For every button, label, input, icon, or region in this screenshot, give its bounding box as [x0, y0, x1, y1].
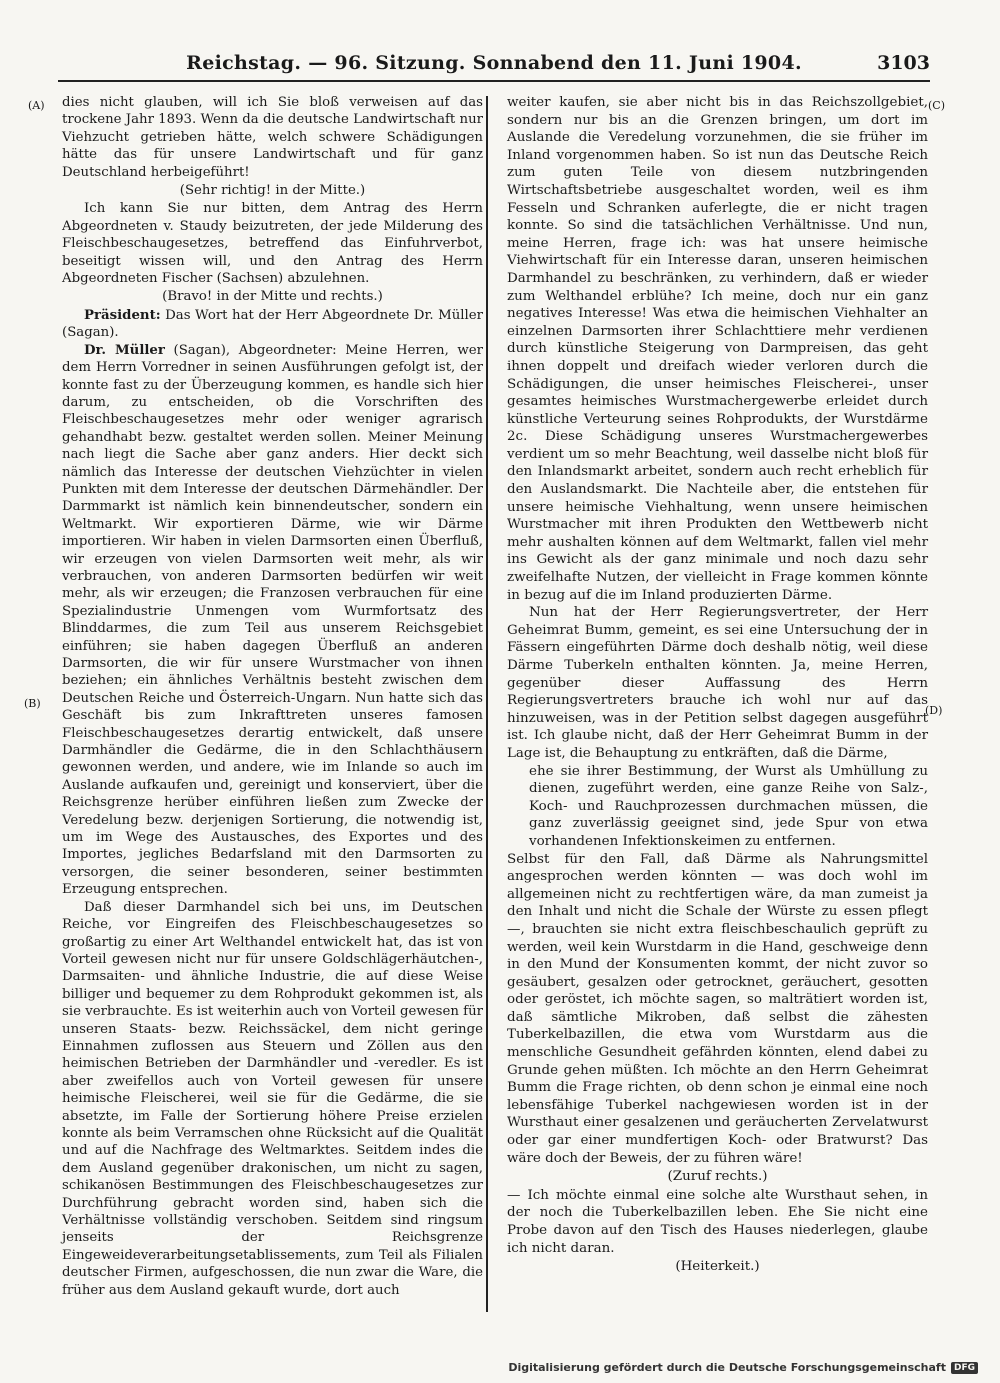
paragraph: Nun hat der Herr Regierungsvertreter, der Herr Geheimrat Bumm, gemeint, es sei eine Untersuchung der in Fässern eingeführten Därme doch deshalb nötig, weil diese Därme Tuberkeln enthalten könnten. Ja, meine Herren, gegenüber dieser Auffassung des Herrn Regierungsvertreters brauche ich wohl nur auf das hinzuweisen, was in der Petition selbst dagegen ausgeführt ist. Ich glaube nicht, daß der Herr Geheimrat Bumm in der Lage ist, die Behauptung zu entkräften, daß die Därme, [507, 605, 928, 761]
left-column [62, 94, 483, 1299]
stage-direction: (Heiterkeit.) [675, 1259, 760, 1275]
page-number: 3103 [877, 52, 930, 74]
paragraph: Ich kann Sie nur bitten, dem Antrag des Herrn Abgeordneten v. Staudy beizutreten, der jede Milderung des Fleischbeschaugesetzes, betreffend das Einfuhrverbot, beseitigt wissen will, und den Antrag des Herrn Abgeordneten Fischer (Sachsen) abzulehnen. [62, 201, 483, 287]
paragraph: Daß dieser Darmhandel sich bei uns, im Deutschen Reiche, vor Eingreifen des Fleischbeschaugesetzes so großartig zu einer Art Welthandel entwickelt hat, das ist von Vorteil gewesen nicht nur für unsere Goldschlägerhäutchen-, Darmsaiten- und ähnliche Industrie, die auf diese Weise billiger und bequemer zu dem Rohprodukt gekommen ist, als sie verbrauchte. Es ist weiterhin auch von Vorteil gewesen für unseren Staats- bezw. Reichssäckel, dem nicht geringe Einnahmen zuflossen aus Steuern und Zöllen aus den heimischen Betrieben der Darmhändler und -veredler. Es ist aber zweifellos auch von Vorteil gewesen für unsere heimische Fleischerei, weil sie für die Gedärme, die sie absetzte, im Falle der Sortierung höhere Preise erzielen konnte als beim Verramschen ohne Rücksicht auf die Qualität und auf die Nachfrage des Weltmarktes. Seitdem indes die dem Ausland gegenüber drakonischen, um nicht zu sagen, schikanösen Bestimmungen des Fleischbeschaugesetzes zur Durchführung gebracht worden sind, haben sich die Verhältnisse vollständig verschoben. Seitdem sind ringsum jenseits der Reichsgrenze Eingeweideverarbeitungsetablissements, zum Teil als Filialen deutscher Firmen, aufgeschossen, die nun zwar die Ware, die früher aus dem Ausland gekauft wurde, dort auch [62, 899, 483, 1298]
paragraph: Selbst für den Fall, daß Därme als Nahrungsmittel angesprochen werden könnten — was doch wohl im allgemeinen nicht zu rechtfertigen wäre, da man zumeist ja den Inhalt und nicht die Schale der Würste zu essen pflegt —, brauchten sie nicht extra fleischbeschaulich geprüft zu werden, weil kein Wurstdarm in die Hand, geschweige denn in den Mund der Konsumenten kommt, der nicht zuvor so gesäubert, gesalzen oder getrocknet, geräuchert, gesotten oder geröstet, ich möchte sagen, so malträtiert worden ist, daß sämtliche Mikroben, daß selbst die zähesten Tuberkelbazillen, die etwa vom Wurstdarm aus die menschliche Gesundheit gefährden könnten, elend dabei zu Grunde gehen müßten. Ich möchte an den Herrn Geheimrat Bumm die Frage richten, ob denn schon je einmal eine noch lebensfähige Tuberkel nachgewiesen worden ist in der Wursthaut einer gesalzenen und geräucherten Zervelatwurst oder gar einer mundfertigen Koch- oder Bratwurst? Das wäre doch der Beweis, der zu führen wäre! [507, 851, 928, 1166]
margin-marker-b: (B) [24, 697, 41, 710]
page-header [58, 50, 930, 82]
paragraph: weiter kaufen, sie aber nicht bis in das Reichszollgebiet, sondern nur bis an die Grenzen bringen, um dort im Auslande die Veredelung vorzunehmen, die sie früher im Inland vorgenommen haben. So ist nun das Deutsche Reich zum guten Teile von diesem nutzbringenden Wirtschaftsbetriebe ausgeschaltet worden, weil es ihm Fesseln und Schranken auferlegte, die er nicht tragen konnte. So sind die tatsächlichen Verhältnisse. Und nun, meine Herren, frage ich: was hat unsere heimische Viehwirtschaft für ein Interesse daran, unseren heimischen Darmhandel zu beschränken, zu verhindern, daß er wieder zum Welthandel erblühe? Ich meine, doch nur ein ganz negatives Interesse! Was etwa die heimischen Viehhalter an einzelnen Darmsorten ihrer Schlachttiere mehr verdienen durch künstliche Steigerung von Darmpreisen, das geht ihnen doppelt und dreifach wieder verloren durch die Schädigungen, die unser heimisches Fleischerei-, unser gesamtes heimisches Wurstmachergewerbe erleidet durch künstliche Verteurung seines Rohprodukts, der Wurstdärme 2c. Diese Schädigung unseres Wurstmachergewerbes verdient um so mehr Beachtung, weil dasselbe nicht bloß für den Inlandsmarkt arbeitet, sondern auch recht erheblich für den Auslandsmarkt. Die Nachteile aber, die entstehen für unsere heimische Viehhaltung, wenn unsere heimischen Wurstmacher mit ihren Produkten den Wettbewerb nicht mehr aushalten können auf dem Weltmarkt, fallen viel mehr ins Gewicht als der ganz minimale und noch dazu sehr zweifelhafte Nutzen, der vielleicht in Frage kommen könnte in bezug auf die im Inland produzierten Därme. [507, 95, 928, 603]
speaker-name: Dr. Müller [84, 342, 165, 358]
margin-marker-a: (A) [28, 99, 45, 112]
footer [508, 1361, 978, 1374]
column-divider [486, 96, 488, 1312]
header-title: Reichstag. — 96. Sitzung. Sonnabend den 11. Juni 1904. [186, 52, 802, 74]
paragraph: — Ich möchte einmal eine solche alte Wursthaut sehen, in der noch die Tuberkelbazillen leben. Ehe Sie nicht eine Probe davon auf den Tisch des Hauses niederlegen, glaube ich nicht daran. [507, 1187, 928, 1256]
margin-marker-d: (D) [925, 704, 943, 717]
dfg-logo-icon: DFG [951, 1362, 978, 1374]
stage-direction: (Sehr richtig! in der Mitte.) [179, 183, 366, 199]
stage-direction: (Zuruf rechts.) [667, 1169, 768, 1185]
speech-text: (Sagan), Abgeordneter: Meine Herren, wer dem Herrn Vorredner in seinen Ausführungen gefolgt ist, der konnte fast zu der Überzeugung kommen, es handle sich hier darum, zu entscheiden, ob die Vorschriften des Fleischbeschaugesetzes mehr oder weniger agrarisch gehandhabt bezw. gestaltet werden sollen. Meiner Meinung nach liegt die Sache aber ganz anders. Hier deckt sich nämlich das Interesse der deutschen Viehzüchter in vielen Punkten mit dem Interesse der deutschen Därmehändler. Der Darmmarkt ist nämlich kein binnendeutscher, sondern ein Weltmarkt. Wir exportieren Därme, wie wir Därme importieren. Wir haben in vielen Darmsorten einen Überfluß, wir erzeugen von vielen Darmsorten weit mehr, als wir verbrauchen, von anderen Darmsorten bedürfen wir weit mehr, als wir erzeugen; die Franzosen verbrauchen für eine Spezialindustrie Unmengen vom Wurmfortsatz des Blinddarmes, die zum Teil aus unserem Reichsgebiet einführen; sie haben dagegen Überfluß an anderen Darmsorten, die wir für unsere Wurstmacher von ihnen beziehen; ein ähnliches Verhältnis besteht zwischen dem Deutschen Reiche und Österreich-Ungarn. Nun hatte sich das Geschäft bis zum Inkrafttreten unseres famosen Fleischbeschaugesetzes derartig entwickelt, daß unsere Darmhändler die Gedärme, die in den Schlachthäusern gewonnen werden, und andere, wie im Inlande so auch im Auslande aufkaufen und, gereinigt und konserviert, über die Reichsgrenze herüber einführen ließen zum Zwecke der Veredelung bezw. derjenigen Sortierung, die notwendig ist, um im Wege des Austausches, des Exportes und des Importes, jegliches Bedarfsland mit den Darmsorten zu versorgen, die seiner besonderen, seiner bestimmten Erzeugung entsprechen. [62, 342, 483, 898]
margin-marker-c: (C) [928, 99, 945, 112]
right-column [507, 94, 928, 1277]
speech-text: Das Wort hat der Herr Abgeordnete Dr. Müller (Sagan). [62, 307, 483, 341]
speaker-name: Präsident: [84, 307, 161, 323]
footer-text: Digitalisierung gefördert durch die Deutsche Forschungsgemeinschaft [508, 1361, 946, 1374]
quoted-passage: ehe sie ihrer Bestimmung, der Wurst als Umhüllung zu dienen, zugeführt werden, eine ganze Reihe von Salz-, Koch- und Rauchprozessen durchmachen müssen, die ganz zuverlässig geeignet sind, jede Spur von etwa vorhandenen Infektionskeimen zu entfernen. [529, 763, 928, 849]
speaker-paragraph [62, 342, 483, 899]
stage-direction: (Bravo! in der Mitte und rechts.) [162, 289, 383, 305]
speaker-paragraph [62, 307, 483, 342]
paragraph: dies nicht glauben, will ich Sie bloß verweisen auf das trockene Jahr 1893. Wenn da die deutsche Landwirtschaft nur Viehzucht getrieben hätte, welch schwere Schädigungen hätte das für unsere Landwirtschaft und für ganz Deutschland herbeigeführt! [62, 95, 483, 180]
